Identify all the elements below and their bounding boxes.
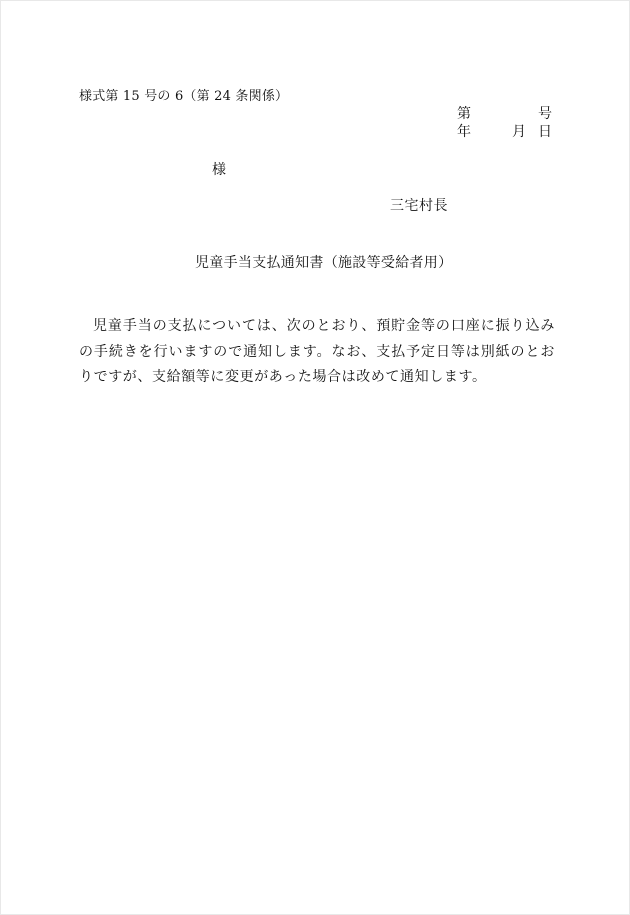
date-day: 日 <box>538 124 552 140</box>
number-suffix: 号 <box>538 106 552 122</box>
document-date <box>457 122 552 142</box>
document-number <box>457 104 552 124</box>
date-year: 年 <box>457 124 471 140</box>
form-reference: 様式第 15 号の 6（第 24 条関係） <box>79 89 289 104</box>
issuer: 三宅村長 <box>390 198 448 214</box>
number-prefix: 第 <box>457 106 471 122</box>
date-month: 月 <box>512 124 526 140</box>
document-title: 児童手当支払通知書（施設等受給者用） <box>195 255 453 271</box>
body-paragraph: 児童手当の支払については、次のとおり、預貯金等の口座に振り込みの手続きを行いますので通知します。なお、支払予定日等は別紙のとおりですが、支給額等に変更があった場合は改めて通知します。 <box>79 318 555 385</box>
addressee: 様 <box>212 162 226 178</box>
